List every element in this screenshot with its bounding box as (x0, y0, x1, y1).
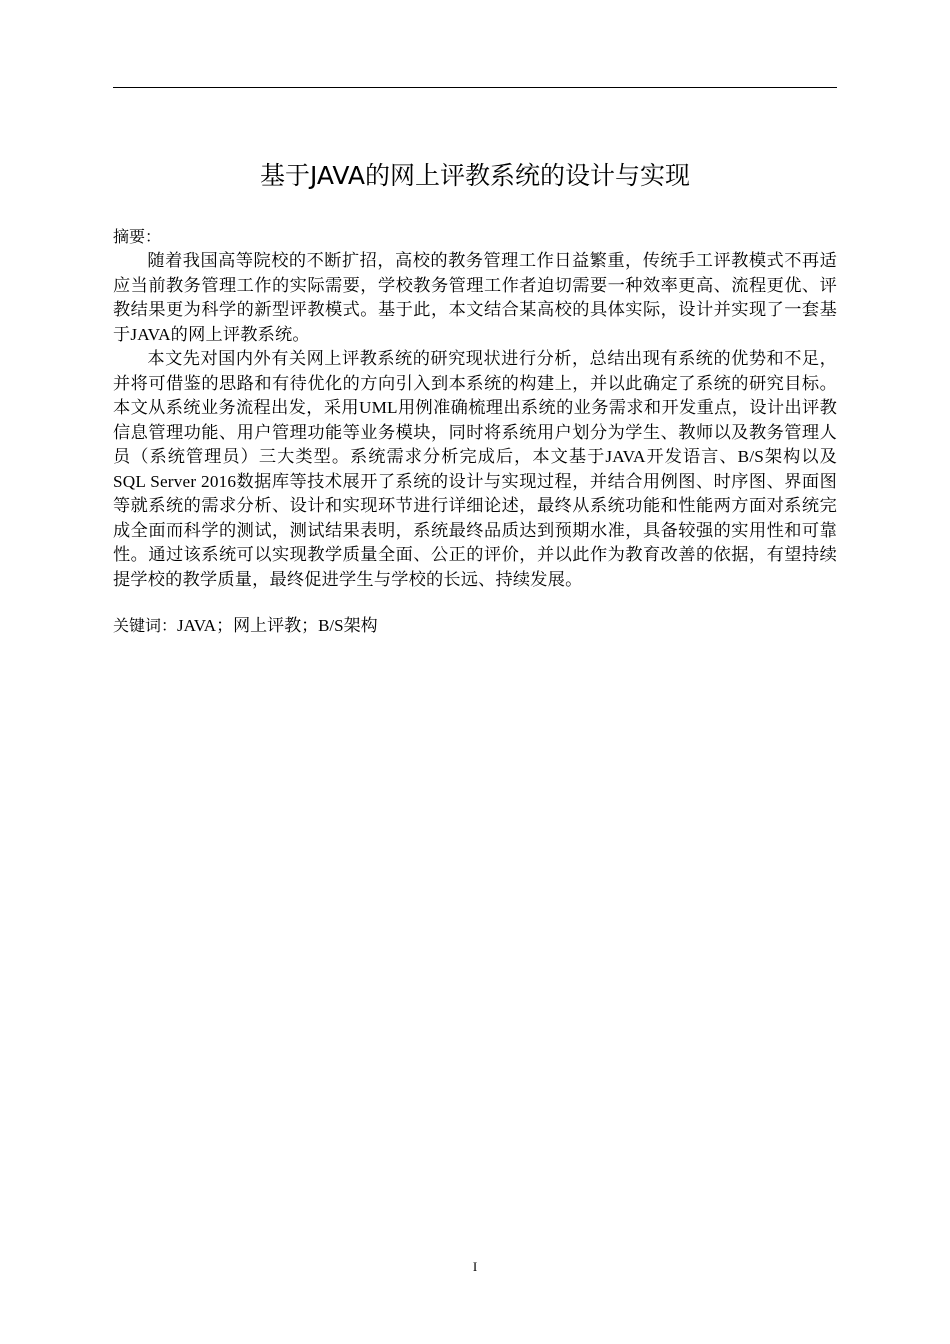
abstract-section (113, 225, 837, 638)
abstract-label: 摘要： (113, 227, 162, 246)
keywords-line (113, 614, 837, 638)
keywords-text: JAVA；网上评教；B/S架构 (177, 616, 378, 635)
page-number: I (472, 1259, 478, 1274)
abstract-paragraph-1: 随着我国高等院校的不断扩招，高校的教务管理工作日益繁重，传统手工评教模式不再适应当前教务管理工作的实际需要，学校教务管理工作者迫切需要一种效率更高、流程更优、评教结果更为科学的新型评教模式。基于此，本文结合某高校的具体实际，设计并实现了一套基于JAVA的网上评教系统。 (113, 251, 837, 344)
keywords-label: 关键词： (113, 616, 178, 635)
document-title: 基于JAVA的网上评教系统的设计与实现 (259, 161, 691, 190)
header-rule (113, 87, 837, 88)
abstract-paragraph-2: 本文先对国内外有关网上评教系统的研究现状进行分析，总结出现有系统的优势和不足，并将可借鉴的思路和有待优化的方向引入到本系统的构建上，并以此确定了系统的研究目标。本文从系统业务流程出发，采用UML用例准确梳理出系统的业务需求和开发重点，设计出评教信息管理功能、用户管理功能等业务模块，同时将系统用户划分为学生、教师以及教务管理人员（系统管理员）三大类型。系统需求分析完成后，本文基于JAVA开发语言、B/S架构以及SQL Server 2016数据库等技术展开了系统的设计与实现过程，并结合用例图、时序图、界面图等就系统的需求分析、设计和实现环节进行详细论述，最终从系统功能和性能两方面对系统完成全面而科学的测试，测试结果表明，系统最终品质达到预期水准，具备较强的实用性和可靠性。通过该系统可以实现教学质量全面、公正的评价，并以此作为教育改善的依据，有望持续提学校的教学质量，最终促进学生与学校的长远、持续发展。 (113, 349, 837, 589)
